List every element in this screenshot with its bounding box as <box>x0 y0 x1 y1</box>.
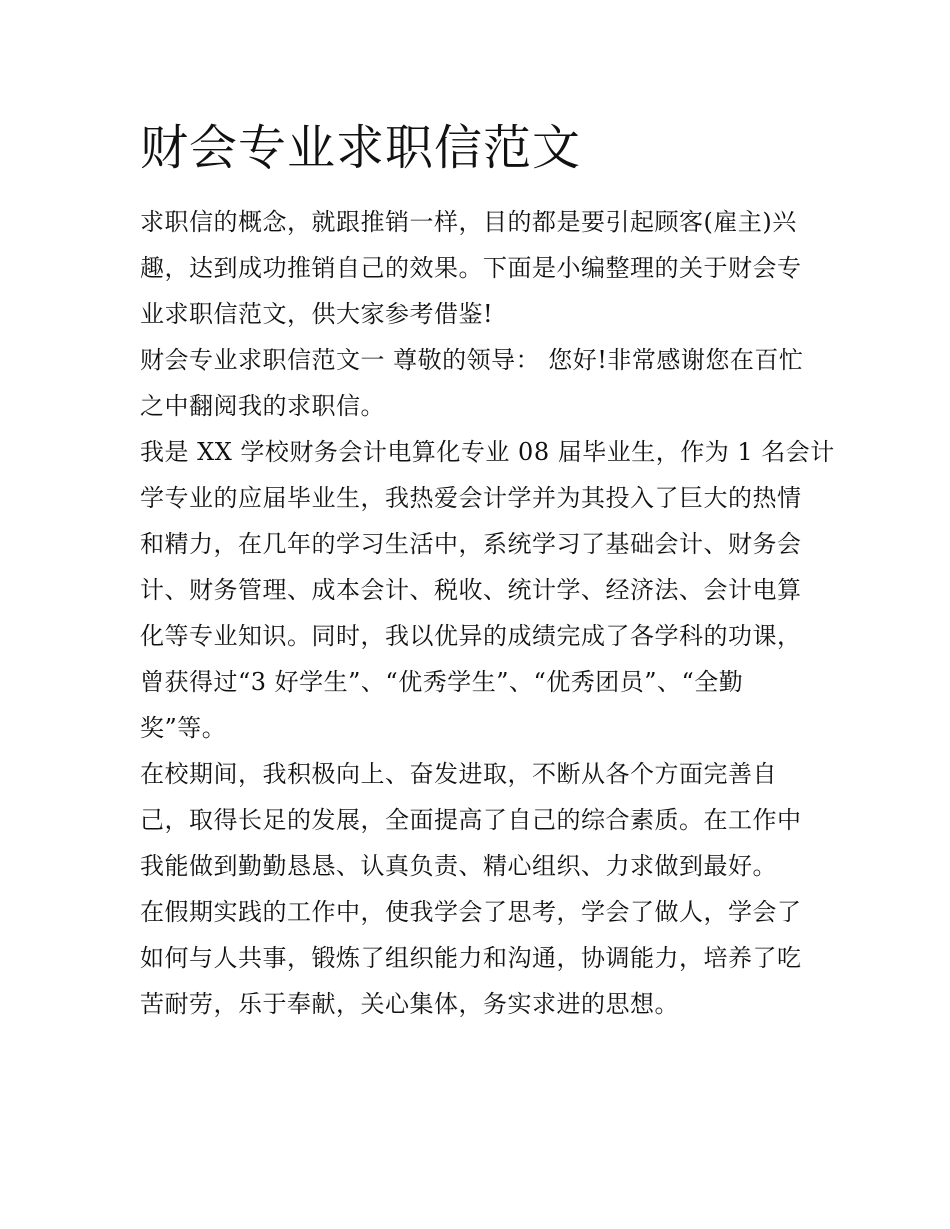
text-line: 之中翻阅我的求职信。 <box>140 392 385 420</box>
text-line: 计、财务管理、成本会计、税收、统计学、经济法、会计电算 <box>140 576 802 604</box>
paragraph-intro <box>140 199 820 337</box>
text-line: 化等专业知识。同时，我以优异的成绩完成了各学科的功课， <box>140 622 802 650</box>
text-line: 我能做到勤勤恳恳、认真负责、精心组织、力求做到最好。 <box>140 852 777 880</box>
text-line: 学专业的应届毕业生，我热爱会计学并为其投入了巨大的热情 <box>140 484 802 512</box>
document-body <box>140 199 835 1027</box>
text-line: 苦耐劳，乐于奉献，关心集体，务实求进的思想。 <box>140 990 679 1018</box>
text-line: 奖”等。 <box>140 714 227 742</box>
text-line: 和精力，在几年的学习生活中，系统学习了基础会计、财务会 <box>140 530 802 558</box>
text-line: 曾获得过“3 好学生”、“优秀学生”、“优秀团员”、“全勤 <box>140 668 744 696</box>
paragraph-practice <box>140 889 820 1027</box>
text-line: 如何与人共事，锻炼了组织能力和沟通，协调能力，培养了吃 <box>140 944 802 972</box>
paragraph-education <box>140 429 835 751</box>
paragraph-salutation <box>140 337 820 429</box>
text-line: 财会专业求职信范文一 尊敬的领导： 您好!非常感谢您在百忙 <box>140 346 804 374</box>
text-line: 在校期间，我积极向上、奋发进取，不断从各个方面完善自 <box>140 760 777 788</box>
text-line: 趣，达到成功推销自己的效果。下面是小编整理的关于财会专 <box>140 254 802 282</box>
paragraph-school-period <box>140 751 820 889</box>
text-line: 业求职信范文，供大家参考借鉴! <box>140 300 494 328</box>
text-line: 在假期实践的工作中，使我学会了思考，学会了做人，学会了 <box>140 898 802 926</box>
text-line: 求职信的概念，就跟推销一样，目的都是要引起顾客(雇主)兴 <box>140 208 797 236</box>
text-line: 己，取得长足的发展，全面提高了自己的综合素质。在工作中 <box>140 806 802 834</box>
text-line: 我是 XX 学校财务会计电算化专业 08 届毕业生，作为 1 名会计 <box>140 438 835 466</box>
document-title: 财会专业求职信范文 <box>140 120 582 176</box>
